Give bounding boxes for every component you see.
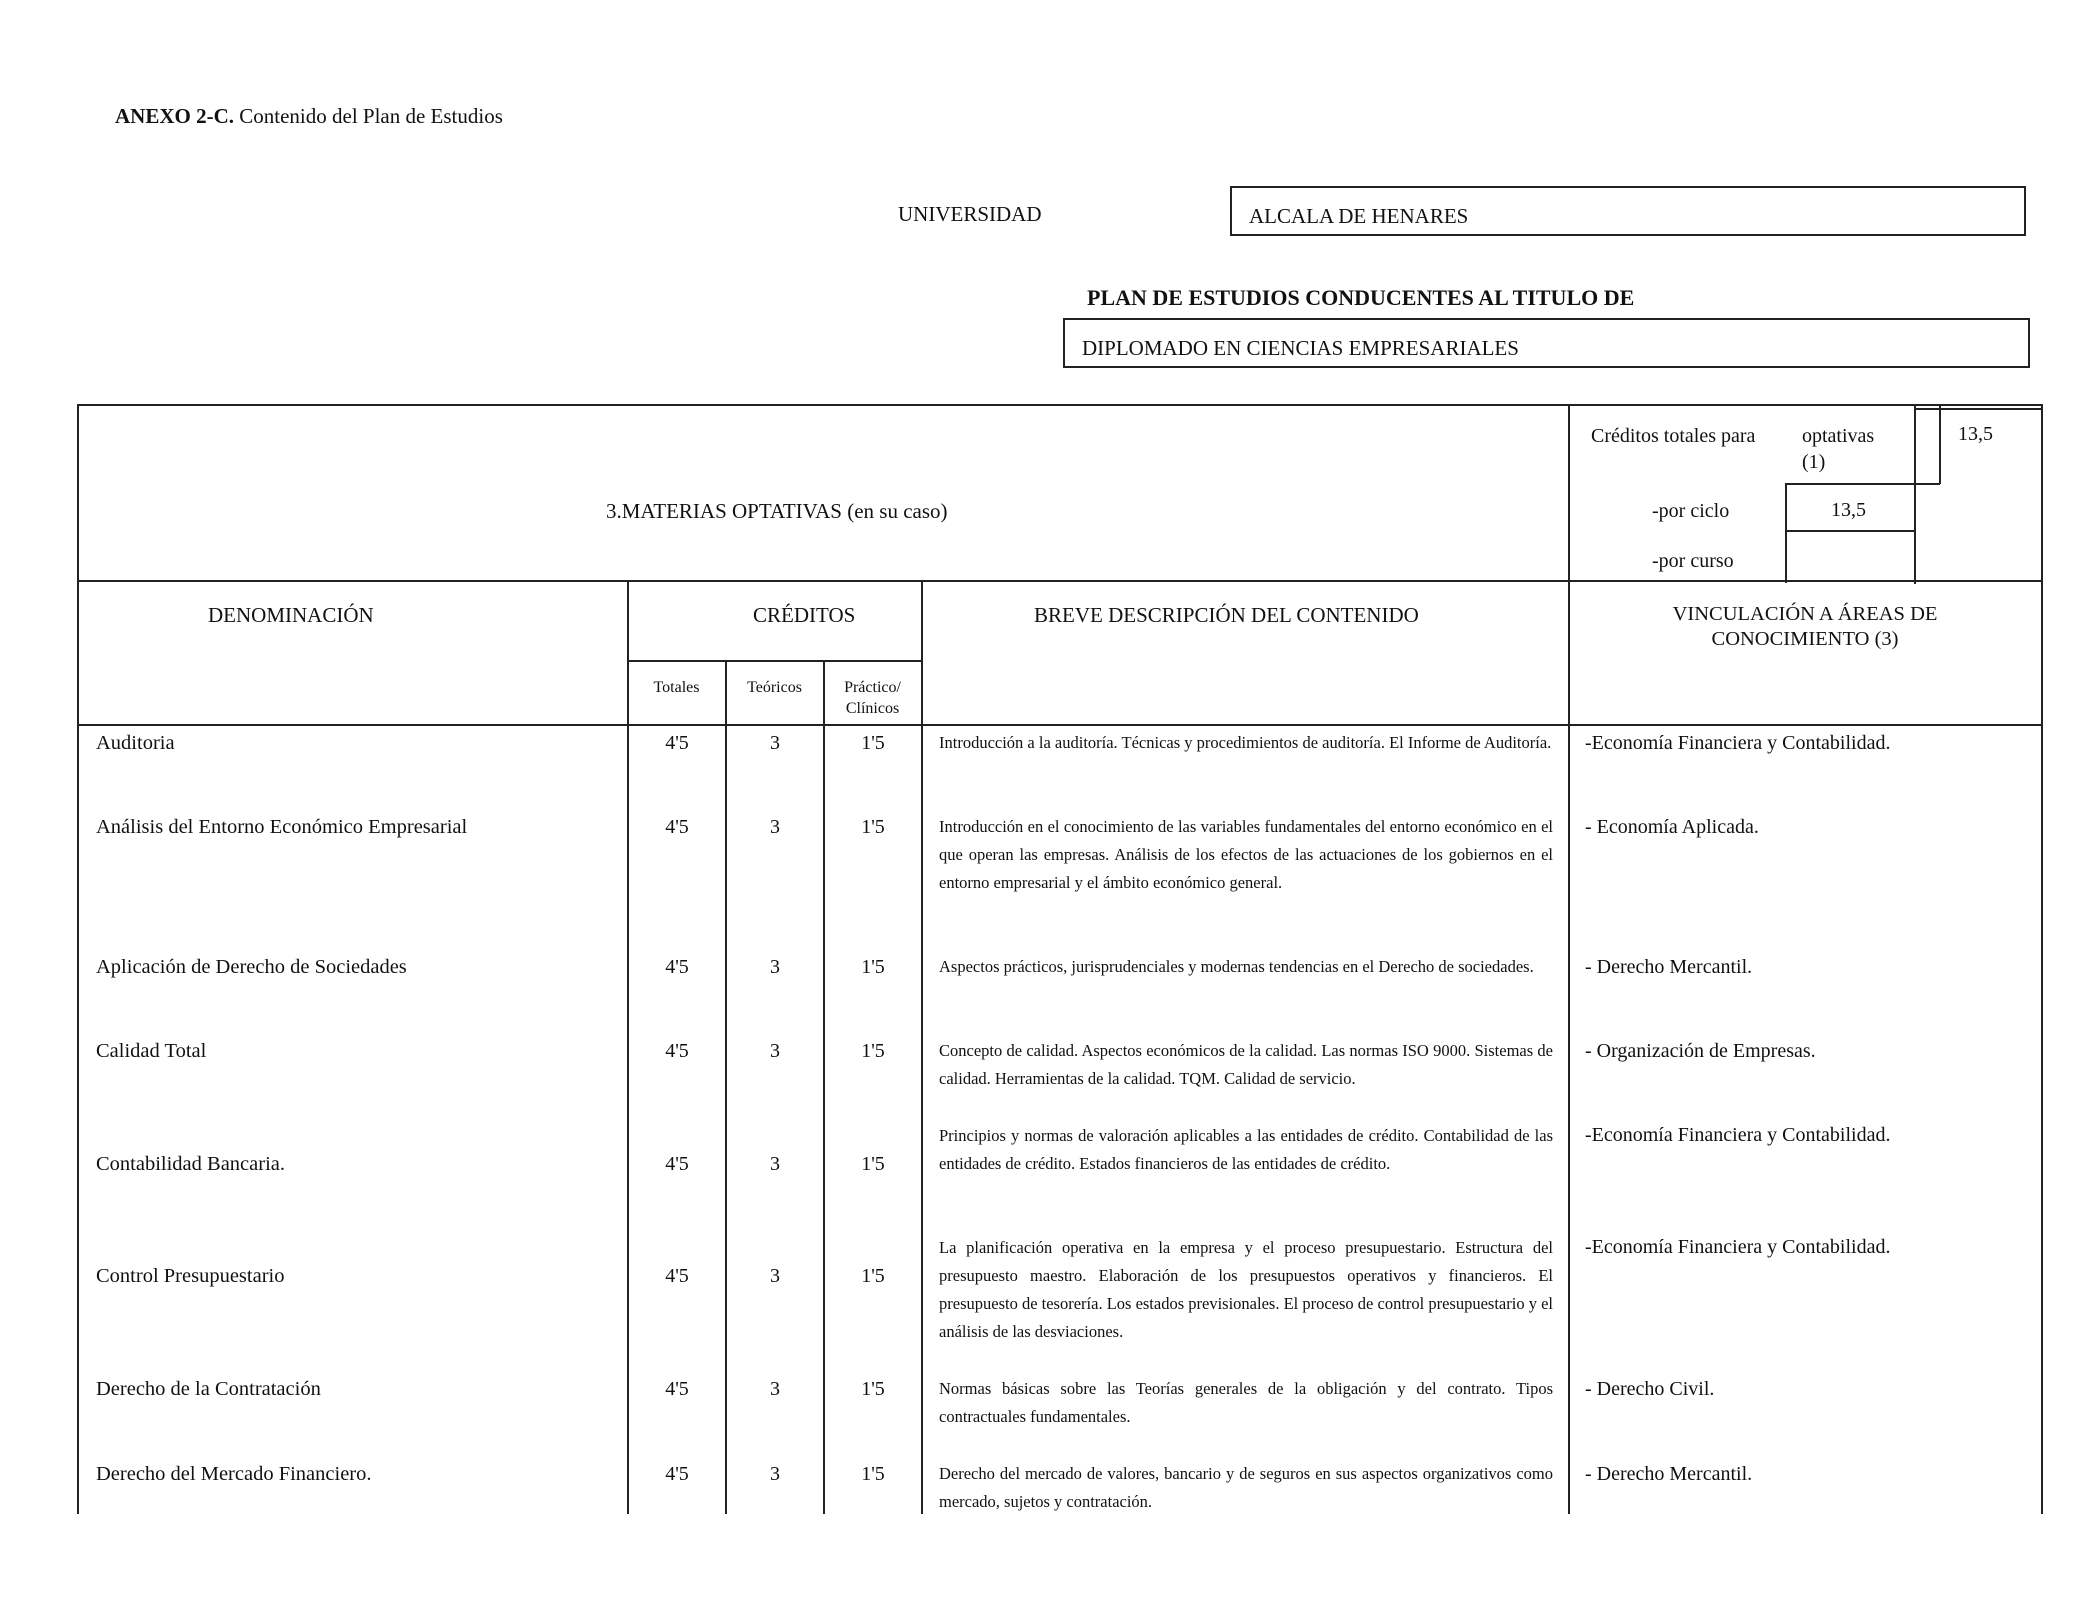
row-area: - Economía Aplicada. [1585, 816, 1759, 838]
column-clinicos: Clínicos [845, 700, 900, 717]
row-totales: 4'5 [665, 816, 689, 838]
row-name: Derecho del Mercado Financiero. [96, 1463, 372, 1485]
row-teoricos: 3 [770, 1463, 780, 1485]
row-description: Normas básicas sobre las Teorías generales de la obligación y del contrato. Tipos contractuales fundamentales. [939, 1379, 1553, 1426]
row-description: Introducción a la auditoría. Técnicas y procedimientos de auditoría. El Informe de Auditoría. [939, 733, 1552, 752]
row-name: Derecho de la Contratación [96, 1378, 321, 1400]
column-teoricos: Teóricos [747, 679, 802, 696]
row-name: Aplicación de Derecho de Sociedades [96, 956, 407, 978]
section-title: 3.MATERIAS OPTATIVAS (en su caso) [606, 499, 948, 523]
optativas-note: (1) [1802, 451, 1826, 473]
column-denominacion: DENOMINACIÓN [208, 603, 374, 627]
column-totales: Totales [653, 679, 700, 696]
annex-label: ANEXO 2-C. [115, 104, 234, 128]
row-teoricos: 3 [770, 1378, 780, 1400]
row-description: Introducción en el conocimiento de las variables fundamentales del entorno económico en el que operan las empresas. Análisis de los efectos de las actuaciones de los gobiernos en el entorno empresarial y el ámbito económico general. [939, 817, 1553, 892]
row-description: La planificación operativa en la empresa y el proceso presupuestario. Estructura del presupuesto maestro. Elaboración de los presupuestos operativos y financieros. El presupuesto de tesorería. Los estados previsionales. El proceso de control presupuestario y el análisis de las desviaciones. [939, 1238, 1553, 1341]
row-area: - Organización de Empresas. [1585, 1040, 1816, 1062]
column-descripcion: BREVE DESCRIPCIÓN DEL CONTENIDO [1034, 603, 1419, 627]
row-practicos: 1'5 [861, 956, 885, 978]
row-totales: 4'5 [665, 732, 689, 754]
optativas-label: optativas [1802, 425, 1875, 447]
row-totales: 4'5 [665, 1153, 689, 1175]
row-description: Derecho del mercado de valores, bancario y de seguros en sus aspectos organizativos como mercado, sujetos y contratación. [939, 1464, 1553, 1511]
row-name: Contabilidad Bancaria. [96, 1153, 285, 1175]
por-ciclo-value: 13,5 [1831, 499, 1866, 521]
row-name: Análisis del Entorno Económico Empresarial [96, 816, 468, 838]
row-teoricos: 3 [770, 1040, 780, 1062]
por-ciclo-label: -por ciclo [1652, 500, 1730, 522]
credits-total-label: Créditos totales para [1591, 425, 1756, 447]
row-teoricos: 3 [770, 1153, 780, 1175]
row-area: -Economía Financiera y Contabilidad. [1585, 1236, 1891, 1258]
row-practicos: 1'5 [861, 1153, 885, 1175]
row-area: - Derecho Mercantil. [1585, 956, 1753, 978]
column-creditos: CRÉDITOS [753, 603, 856, 627]
row-totales: 4'5 [665, 1040, 689, 1062]
row-practicos: 1'5 [861, 1040, 885, 1062]
row-teoricos: 3 [770, 1265, 780, 1287]
column-vinculacion: VINCULACIÓN A ÁREAS DE [1672, 603, 1938, 625]
column-practicos: Práctico/ [844, 679, 901, 696]
row-teoricos: 3 [770, 732, 780, 754]
row-area: -Economía Financiera y Contabilidad. [1585, 732, 1891, 754]
university-label: UNIVERSIDAD [898, 202, 1042, 226]
row-area: - Derecho Civil. [1585, 1378, 1715, 1400]
row-name: Calidad Total [96, 1040, 207, 1062]
row-name: Auditoria [96, 732, 175, 754]
row-totales: 4'5 [665, 956, 689, 978]
row-name: Control Presupuestario [96, 1265, 285, 1287]
row-description: Concepto de calidad. Aspectos económicos de la calidad. Las normas ISO 9000. Sistemas de calidad. Herramientas de la calidad. TQM. Calidad de servicio. [939, 1041, 1553, 1088]
row-practicos: 1'5 [861, 1463, 885, 1485]
column-vinculacion-line2: CONOCIMIENTO (3) [1711, 628, 1899, 650]
row-teoricos: 3 [770, 956, 780, 978]
row-description: Aspectos prácticos, jurisprudenciales y modernas tendencias en el Derecho de sociedades. [939, 957, 1534, 976]
degree-field: DIPLOMADO EN CIENCIAS EMPRESARIALES [1063, 318, 2030, 368]
annex-heading [115, 104, 503, 129]
row-totales: 4'5 [665, 1463, 689, 1485]
row-totales: 4'5 [665, 1265, 689, 1287]
row-totales: 4'5 [665, 1378, 689, 1400]
row-practicos: 1'5 [861, 1265, 885, 1287]
row-practicos: 1'5 [861, 1378, 885, 1400]
row-area: -Economía Financiera y Contabilidad. [1585, 1124, 1891, 1146]
row-area: - Derecho Mercantil. [1585, 1463, 1753, 1485]
plan-title: PLAN DE ESTUDIOS CONDUCENTES AL TITULO DE [1087, 285, 1635, 310]
university-field: ALCALA DE HENARES [1230, 186, 2026, 236]
annex-text: Contenido del Plan de Estudios [234, 104, 503, 128]
por-curso-label: -por curso [1652, 550, 1734, 572]
row-practicos: 1'5 [861, 816, 885, 838]
row-description: Principios y normas de valoración aplicables a las entidades de crédito. Contabilidad de las entidades de crédito. Estados financieros de las entidades de crédito. [939, 1126, 1553, 1173]
row-teoricos: 3 [770, 816, 780, 838]
row-practicos: 1'5 [861, 732, 885, 754]
optativas-value: 13,5 [1958, 423, 1993, 445]
